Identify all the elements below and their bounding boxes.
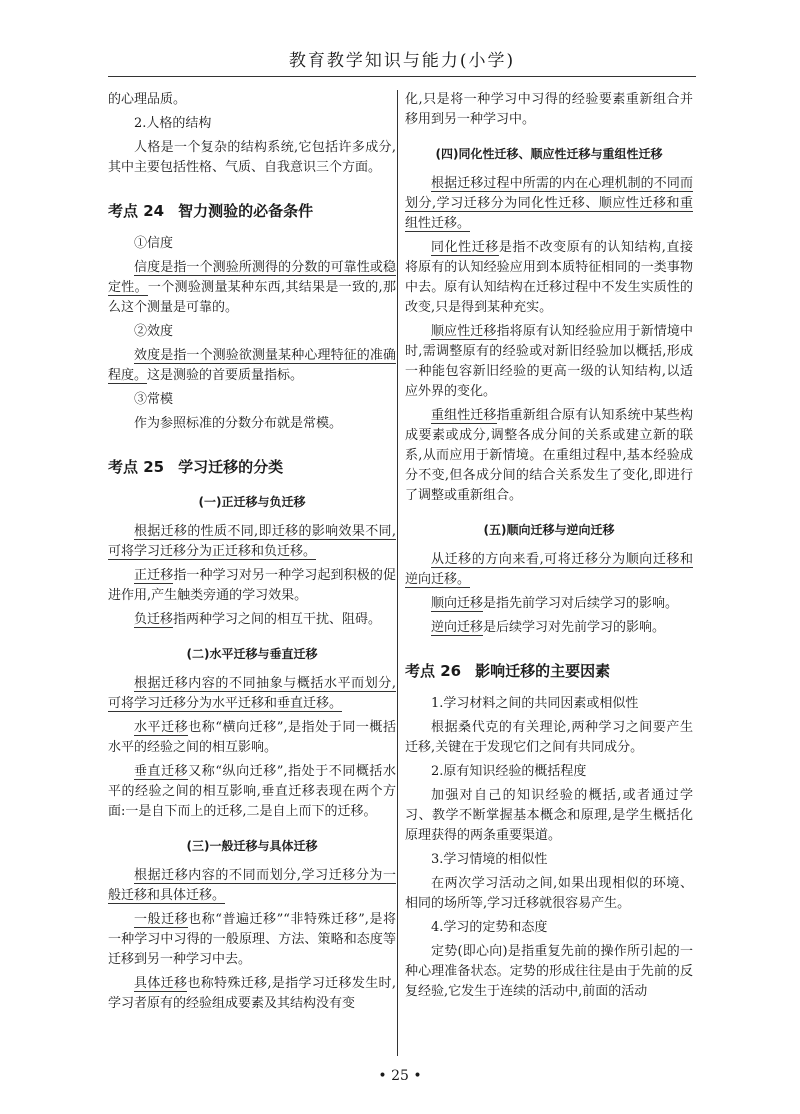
column-divider	[397, 90, 398, 1056]
section-heading-25: 考点 25 学习迁移的分类	[108, 458, 284, 476]
paragraph: 作为参照标准的分数分布就是常模。	[134, 416, 343, 431]
paragraph: 人格是一个复杂的结构系统,它包括许多成分,其中主要包括性格、气质、自我意识三个方面。	[108, 140, 396, 175]
paragraph: 一般迁移也称“普遍迁移”“非特殊迁移”,是将一种学习中习得的一般原理、方法、策略和态度等迁移到另一种学习中去。	[108, 912, 396, 967]
paragraph: 定势(即心向)是指重复先前的操作所引起的一种心理准备状态。定势的形成往往是由于先前的反复经验,它发生于连续的活动中,前面的活动	[405, 944, 693, 999]
paragraph: 水平迁移也称“横向迁移”,是指处于同一概括水平的经验之间的相互影响。	[108, 720, 396, 755]
paragraph: 根据桑代克的有关理论,两种学习之间要产生迁移,关键在于发现它们之间有共同成分。	[405, 720, 693, 755]
paragraph: 在两次学习活动之间,如果出现相似的环境、相同的场所等,学习迁移就很容易产生。	[405, 876, 693, 911]
section-heading-24: 考点 24 智力测验的必备条件	[108, 202, 314, 220]
paragraph: 正迁移指一种学习对另一种学习起到积极的促进作用,产生触类旁通的学习效果。	[108, 568, 396, 603]
section-heading-26: 考点 26 影响迁移的主要因素	[405, 662, 611, 680]
subheading: 2.人格的结构	[134, 116, 212, 131]
subsection-heading: (五)顺向迁移与逆向迁移	[483, 523, 615, 537]
right-column	[405, 90, 693, 1006]
paragraph: 从迁移的方向来看,可将迁移分为顺向迁移和逆向迁移。	[405, 552, 693, 587]
paragraph: 加强对自己的知识经验的概括,或者通过学习、教学不断掌握基本概念和原理,是学生概括化原理获得的两条重要渠道。	[405, 788, 693, 843]
paragraph: 根据迁移的性质不同,即迁移的影响效果不同,可将学习迁移分为正迁移和负迁移。	[108, 524, 396, 559]
subheading: 4.学习的定势和态度	[431, 920, 548, 935]
paragraph: 根据迁移过程中所需的内在心理机制的不同而划分,学习迁移分为同化性迁移、顺应性迁移和重组性迁移。	[405, 176, 693, 231]
paragraph: 化,只是将一种学习中习得的经验要素重新组合并移用到另一种学习中。	[405, 92, 693, 127]
subheading: ①信度	[134, 236, 174, 251]
subheading: 1.学习材料之间的共同因素或相似性	[431, 696, 639, 711]
paragraph: 根据迁移内容的不同抽象与概括水平而划分,可将学习迁移分为水平迁移和垂直迁移。	[108, 676, 396, 711]
subheading: 3.学习情境的相似性	[431, 852, 548, 867]
subheading: ②效度	[134, 324, 174, 339]
paragraph: 顺向迁移是指先前学习对后续学习的影响。	[431, 596, 679, 611]
paragraph: 重组性迁移指重新组合原有认知系统中某些构成要素或成分,调整各成分间的关系或建立新的联系,从而应用于新情境。在重组过程中,基本经验成分不变,但各成分间的结合关系发生了变化,即进行了调整或重新组合。	[405, 408, 693, 503]
paragraph: 垂直迁移又称“纵向迁移”,指处于不同概括水平的经验之间的相互影响,垂直迁移表现在两个方面:一是自下而上的迁移,二是自上而下的迁移。	[108, 764, 396, 819]
paragraph: 同化性迁移是指不改变原有的认知结构,直接将原有的认知经验应用到本质特征相同的一类事物中去。原有认知结构在迁移过程中不发生实质性的改变,只是得到某种充实。	[405, 240, 693, 315]
paragraph: 顺应性迁移指将原有认知经验应用于新情境中时,需调整原有的经验或对新旧经验加以概括,形成一种能包容新旧经验的更高一级的认知结构,以适应外界的变化。	[405, 324, 693, 399]
page-number: • 25 •	[378, 1068, 422, 1084]
paragraph: 逆向迁移是后续学习对先前学习的影响。	[431, 620, 666, 635]
paragraph: 根据迁移内容的不同而划分,学习迁移分为一般迁移和具体迁移。	[108, 868, 396, 903]
paragraph: 具体迁移也称特殊迁移,是指学习迁移发生时,学习者原有的经验组成要素及其结构没有变	[108, 976, 396, 1011]
paragraph: 负迁移指两种学习之间的相互干扰、阻碍。	[134, 612, 382, 627]
paragraph: 的心理品质。	[108, 92, 187, 107]
paragraph: 效度是指一个测验欲测量某种心理特征的准确程度。这是测验的首要质量指标。	[108, 348, 396, 383]
running-header: 教育教学知识与能力(小学)	[108, 46, 696, 77]
subsection-heading: (四)同化性迁移、顺应性迁移与重组性迁移	[435, 147, 663, 161]
subsection-heading: (一)正迁移与负迁移	[198, 495, 306, 509]
paragraph: 信度是指一个测验所测得的分数的可靠性或稳定性。一个测验测量某种东西,其结果是一致的,那么这个测量是可靠的。	[108, 260, 396, 315]
subheading: 2.原有知识经验的概括程度	[431, 764, 587, 779]
left-column	[108, 90, 396, 1018]
subheading: ③常模	[134, 392, 174, 407]
subsection-heading: (二)水平迁移与垂直迁移	[186, 647, 318, 661]
subsection-heading: (三)一般迁移与具体迁移	[186, 839, 318, 853]
